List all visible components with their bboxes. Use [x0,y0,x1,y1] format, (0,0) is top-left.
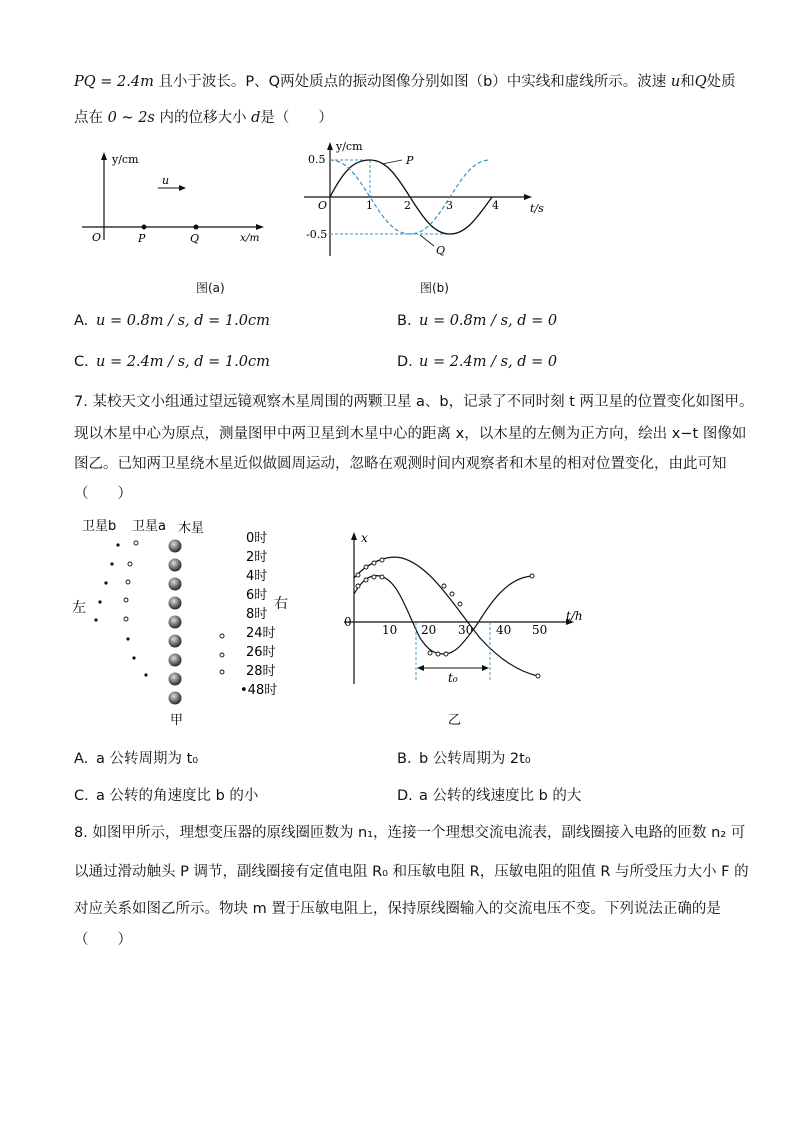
fig-b-o: O [318,199,328,212]
q6-option-a-label: A. [74,313,89,329]
q6-line-2 [74,108,333,128]
jupiter-4h [169,578,182,591]
q7-option-c[interactable] [74,786,258,806]
q6-d: d [251,110,261,126]
jia-time-8: •48时 [240,683,278,698]
fig-b-pos: 0.5 [308,153,326,166]
jia-time-3: 6时 [246,588,268,603]
fig-b-q-label: Q [436,244,446,257]
fig-a-point-p [142,225,147,230]
jia-time-0: 0时 [246,531,268,546]
q8-line-3: 对应关系如图乙所示。物块 m 置于压敏电阻上，保持原线圈输入的交流电压不变。下列说法正确的是 [74,901,721,917]
fig-a-y-label: y/cm [112,153,139,166]
q7-option-a-label: A. [74,751,89,767]
fig-b-tick-2: 2 [404,199,411,212]
yi-tick-20: 20 [421,623,437,637]
jupiter-26h [169,654,182,667]
fig-b-y-label: y/cm [336,140,363,153]
q6-range: 0 ~ 2s [107,110,155,126]
q8-line-1: 8. 如图甲所示，理想变压器的原线圈匝数为 n₁，连接一个理想交流电流表，副线圈接入电路的匝数 n₂ 可 [74,825,746,841]
jupiter-28h [169,673,182,686]
q6-option-a[interactable] [74,311,270,331]
q6-option-d-text: u = 2.4m / s, d = 0 [419,354,558,370]
q7-option-b[interactable] [397,749,531,769]
yi-tick-30: 30 [458,623,474,637]
jia-jupiter-label: 木星 [178,521,205,536]
q7-figure-jia [70,512,300,732]
q7-line-4: （ ） [74,486,132,502]
yi-tick-10: 10 [382,623,398,637]
jupiter-0h [169,540,182,553]
jia-right: 右 [274,596,288,612]
jia-time-7: 28时 [246,664,276,679]
yi-t-label: t/h [566,609,583,623]
q6-q: Q [694,74,707,90]
q7-option-b-text: b 公转周期为 2t₀ [419,751,531,767]
fig-a-point-q [194,225,199,230]
fig-a-q-label: Q [190,232,200,245]
fig-a-y-arrow [101,152,107,160]
yi-tick-50: 50 [532,623,548,637]
q6-option-d[interactable] [397,352,557,372]
q6-line-1 [74,72,736,92]
q6-formula-pq: PQ = 2.4m [74,74,154,90]
q7-figure-yi [340,530,600,730]
q6-option-b[interactable] [397,311,557,331]
fig-b-tick-3: 3 [446,199,453,212]
q6-figure-b [300,138,550,268]
q7-option-d[interactable] [397,786,581,806]
jupiter-48h [169,692,182,705]
jupiter-6h [169,597,182,610]
q6-option-c-label: C. [74,354,89,370]
yi-tick-40: 40 [496,623,512,637]
jia-left: 左 [72,600,86,616]
q6-u: u [670,74,681,90]
jia-time-6: 26时 [246,645,276,660]
jupiter-8h [169,616,182,629]
fig-b-p-label: P [406,154,414,167]
fig-a-x-label: x/m [240,232,260,244]
q6-and: 和 [680,74,695,90]
q6-option-b-label: B. [397,313,412,329]
jia-time-2: 4时 [246,569,268,584]
q6-l2c: 是（ ） [260,110,333,126]
q7-line-1: 7. 某校天文小组通过望远镜观察木星周围的两颗卫星 a、b，记录了不同时刻 t 两卫星的位置变化如图甲。 [74,394,754,410]
q7-line-2: 现以木星中心为原点，测量图甲中两卫星到木星中心的距离 x，以木星的左侧为正方向，绘出 x−t 图像如 [74,426,747,442]
q6-end: 处质 [706,74,736,90]
fig-a-p-label: P [138,232,146,245]
jupiter-24h [169,635,182,648]
q6-option-a-text: u = 0.8m / s, d = 1.0cm [96,313,270,329]
q7-option-c-text: a 公转的角速度比 b 的小 [96,788,259,804]
jia-caption: 甲 [170,713,184,728]
fig-b-t-label: t/s [530,202,544,215]
q6-caption-a: 图(a) [196,281,225,295]
fig-a-o: O [92,231,102,244]
fig-a-u-label: u [162,174,170,187]
q6-text: 且小于波长。P、Q两处质点的振动图像分别如图（b）中实线和虚线所示。波速 [158,74,667,90]
q8-line-4: （ ） [74,932,132,948]
q7-option-d-label: D. [397,788,413,804]
q7-option-b-label: B. [397,751,412,767]
fig-b-tick-4: 4 [492,199,499,212]
jia-sat-a-label: 卫星a [132,519,166,534]
q6-figure-a [78,148,268,248]
jupiter-2h [169,559,182,572]
fig-a-x-arrow [256,224,264,230]
jia-time-5: 24时 [246,626,276,641]
yi-t0-label: t₀ [448,671,458,685]
q7-option-a-text: a 公转周期为 t₀ [96,751,199,767]
q6-caption-b: 图(b) [420,281,449,295]
q6-l2a: 点在 [74,110,103,126]
q7-option-c-label: C. [74,788,89,804]
q6-option-c[interactable] [74,352,270,372]
q6-option-d-label: D. [397,354,413,370]
fig-b-tick-1: 1 [366,199,373,212]
yi-caption: 乙 [448,713,462,728]
q6-option-b-text: u = 0.8m / s, d = 0 [419,313,558,329]
q7-option-a[interactable] [74,749,198,769]
yi-o: 0 [344,615,352,629]
q8-line-2: 以通过滑动触头 P 调节，副线圈接有定值电阻 R₀ 和压敏电阻 R，压敏电阻的阻值 R 与所受压力大小 F 的 [74,864,749,880]
q7-line-3: 图乙。已知两卫星绕木星近似做圆周运动，忽略在观测时间内观察者和木星的相对位置变化，由此可知 [74,456,727,472]
q6-option-c-text: u = 2.4m / s, d = 1.0cm [96,354,270,370]
jia-time-1: 2时 [246,550,268,565]
jia-sat-b-label: 卫星b [82,519,117,534]
q7-option-d-text: a 公转的线速度比 b 的大 [419,788,582,804]
jia-time-4: 8时 [246,607,268,622]
yi-x-label: x [361,531,368,545]
q6-l2b: 内的位移大小 [159,110,247,126]
fig-b-neg: -0.5 [306,228,328,241]
